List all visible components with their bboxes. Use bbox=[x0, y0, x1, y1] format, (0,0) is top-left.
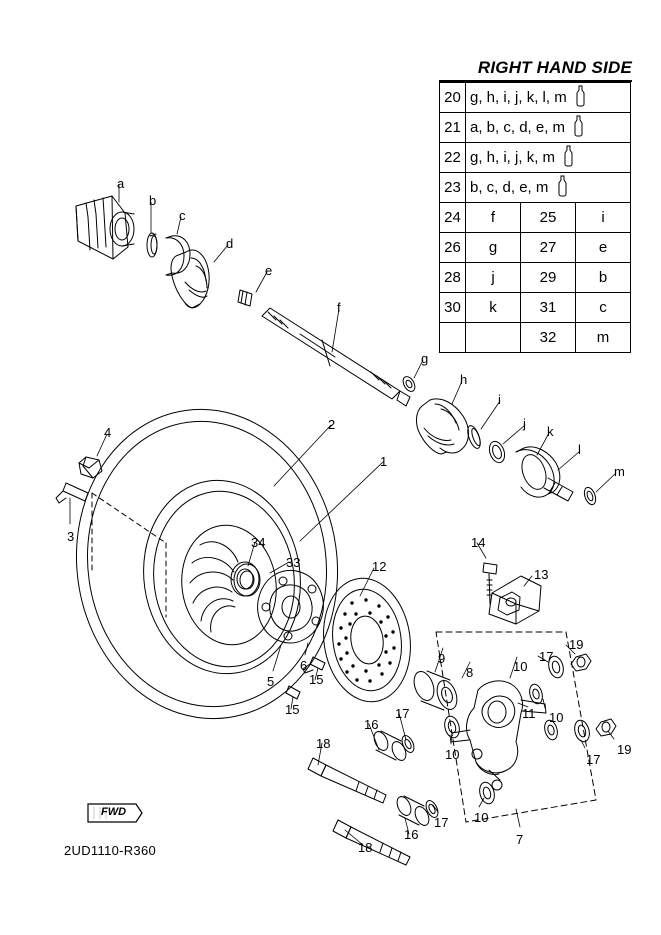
upper-bracket bbox=[483, 563, 541, 624]
row-value-text: a, b, c, d, e, m bbox=[470, 118, 566, 136]
callout-10-c: 10 bbox=[445, 747, 460, 762]
callout-18-b: 18 bbox=[358, 840, 373, 855]
row-number: 25 bbox=[521, 203, 576, 233]
callout-k: k bbox=[547, 424, 554, 439]
row-value: j bbox=[466, 263, 521, 293]
callout-10-d: 10 bbox=[474, 810, 489, 825]
row-number: 31 bbox=[521, 293, 576, 323]
callout-g: g bbox=[421, 351, 429, 366]
row-spacer bbox=[440, 323, 466, 353]
table-title: RIGHT HAND SIDE bbox=[439, 58, 632, 82]
drive-shaft-f bbox=[262, 308, 400, 399]
row-number: 30 bbox=[440, 293, 466, 323]
row-value: b bbox=[576, 263, 631, 293]
callout-34: 34 bbox=[251, 535, 266, 550]
row-number: 32 bbox=[521, 323, 576, 353]
table-row bbox=[440, 233, 631, 263]
clamp-e bbox=[238, 290, 252, 306]
callout-i: i bbox=[498, 392, 501, 407]
table-row bbox=[440, 83, 631, 113]
callout-h: h bbox=[460, 372, 468, 387]
callout-10-a: 10 bbox=[513, 659, 528, 674]
callout-19-b: 19 bbox=[617, 742, 632, 757]
o-ring-m bbox=[582, 486, 598, 506]
callout-16-a: 16 bbox=[364, 717, 379, 732]
row-number: 24 bbox=[440, 203, 466, 233]
callout-e: e bbox=[265, 263, 273, 278]
row-number: 22 bbox=[440, 143, 466, 173]
callout-13: 13 bbox=[534, 567, 549, 582]
table-row bbox=[440, 203, 631, 233]
washer-g bbox=[401, 375, 418, 394]
callout-7: 7 bbox=[516, 832, 524, 847]
callout-9: 9 bbox=[438, 651, 446, 666]
row-number: 29 bbox=[521, 263, 576, 293]
table-row bbox=[440, 293, 631, 323]
row-number: 26 bbox=[440, 233, 466, 263]
callout-15-b: 15 bbox=[285, 702, 300, 717]
fwd-label: FWD bbox=[101, 806, 127, 818]
row-spacer bbox=[466, 323, 521, 353]
row-value-text: g, h, i, j, k, m bbox=[470, 148, 556, 166]
table-row bbox=[440, 173, 631, 203]
callout-j: j bbox=[523, 416, 526, 431]
row-value-text: g, h, i, j, k, l, m bbox=[470, 88, 567, 106]
nut-19a bbox=[571, 654, 591, 671]
cv-joint-outer bbox=[76, 196, 134, 259]
row-value: e bbox=[576, 233, 631, 263]
callout-f: f bbox=[337, 300, 341, 315]
bushing-9 bbox=[410, 669, 460, 712]
callout-5: 5 bbox=[267, 674, 275, 689]
collar-10b bbox=[477, 781, 496, 806]
bolt-18a bbox=[308, 758, 386, 803]
collar-16b bbox=[394, 794, 431, 827]
row-value: m bbox=[576, 323, 631, 353]
callout-l: l bbox=[578, 442, 581, 457]
row-value-text: b, c, d, e, m bbox=[470, 178, 549, 196]
boot-icon bbox=[556, 175, 569, 201]
callout-11: 11 bbox=[522, 706, 536, 721]
table-row bbox=[440, 323, 631, 353]
boot-icon bbox=[562, 145, 575, 171]
row-value: c bbox=[576, 293, 631, 323]
row-value: g bbox=[466, 233, 521, 263]
row-value: f bbox=[466, 203, 521, 233]
callout-33: 33 bbox=[286, 555, 301, 570]
cv-joint-inner bbox=[516, 447, 573, 501]
table-row bbox=[440, 143, 631, 173]
callout-6: 6 bbox=[300, 658, 308, 673]
part-number-label: 2UD1110-R360 bbox=[64, 843, 157, 858]
callout-c: c bbox=[179, 208, 186, 223]
callout-12: 12 bbox=[372, 559, 387, 574]
brake-disc bbox=[316, 573, 418, 708]
cv-boot-h bbox=[416, 399, 468, 454]
callout-m: m bbox=[614, 464, 625, 479]
row-value bbox=[466, 173, 631, 203]
right-hand-side-table bbox=[439, 58, 631, 353]
callout-16-b: 16 bbox=[404, 827, 419, 842]
row-number: 20 bbox=[440, 83, 466, 113]
callout-2: 2 bbox=[328, 417, 336, 432]
callout-15-a: 15 bbox=[309, 672, 324, 687]
row-value: k bbox=[466, 293, 521, 323]
row-number: 21 bbox=[440, 113, 466, 143]
callout-17-d: 17 bbox=[586, 752, 601, 767]
callout-17-a: 17 bbox=[395, 706, 410, 721]
callout-17-b: 17 bbox=[434, 815, 449, 830]
nut-19b bbox=[596, 719, 616, 736]
washer-17a bbox=[400, 734, 417, 755]
callout-1: 1 bbox=[380, 454, 388, 469]
table-row bbox=[440, 263, 631, 293]
circlip-b bbox=[147, 233, 157, 257]
boot-icon bbox=[572, 115, 585, 141]
callout-19-a: 19 bbox=[569, 637, 584, 652]
row-number: 27 bbox=[521, 233, 576, 263]
row-number: 23 bbox=[440, 173, 466, 203]
row-number: 28 bbox=[440, 263, 466, 293]
boot-icon bbox=[574, 85, 587, 111]
callout-a: a bbox=[117, 176, 125, 191]
callout-d: d bbox=[226, 236, 234, 251]
callout-8: 8 bbox=[466, 665, 474, 680]
row-value bbox=[466, 143, 631, 173]
table-row bbox=[440, 113, 631, 143]
row-value bbox=[466, 113, 631, 143]
clamp-small-h bbox=[397, 391, 410, 406]
row-value: i bbox=[576, 203, 631, 233]
hub-carrier bbox=[451, 681, 546, 790]
callout-10-b: 10 bbox=[549, 710, 564, 725]
callout-18-a: 18 bbox=[316, 736, 331, 751]
callout-b: b bbox=[149, 193, 157, 208]
callout-3: 3 bbox=[67, 529, 75, 544]
callout-17-c: 17 bbox=[539, 649, 554, 664]
callout-4: 4 bbox=[104, 425, 112, 440]
parts-table bbox=[439, 82, 631, 353]
callout-14: 14 bbox=[471, 535, 486, 550]
row-value bbox=[466, 83, 631, 113]
